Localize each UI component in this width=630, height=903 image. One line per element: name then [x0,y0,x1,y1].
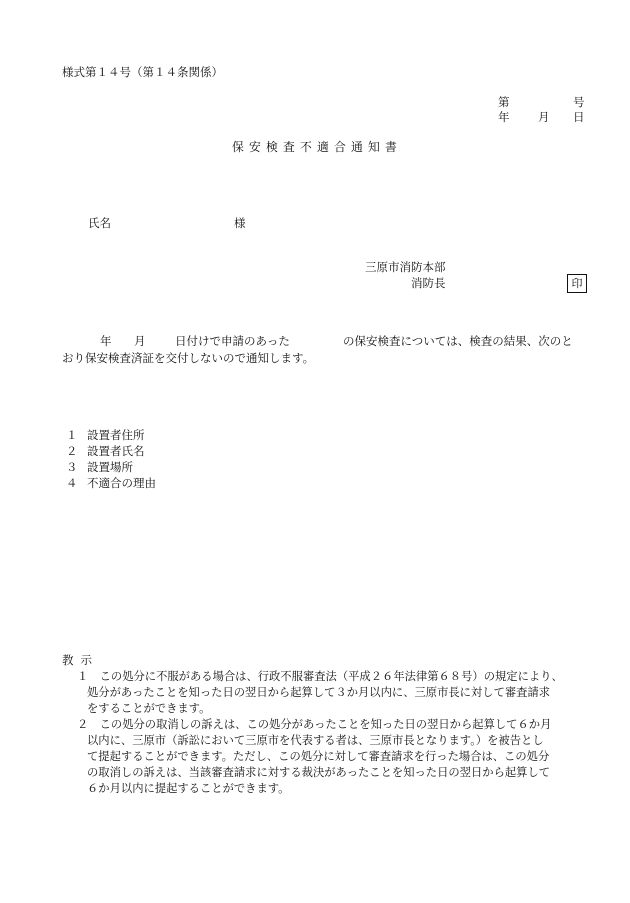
notes-heading: 教示 [62,653,99,667]
form-number: 様式第１４号（第１４条関係） [62,65,223,79]
date-day-label: 日 [573,110,585,124]
addressee-honorific: 様 [234,216,246,230]
note-line: をすることができます。 [87,702,211,715]
item-number: ３ [66,460,78,474]
item-number: １ [66,428,78,442]
note-line: 処分があったことを知った日の翌日から起算して３か月以内に、三原市長に対して審査請求 [87,686,551,699]
note-line: 以内に、三原市（訴訟において三原市を代表する者は、三原市長となります。）を被告とし [87,734,544,747]
body-line1-end: の保安検査については、検査の結果、次のと [343,334,573,348]
item-label-installer-name: 設置者氏名 [87,444,145,458]
item-label-nonconformity-reason: 不適合の理由 [87,476,156,490]
item-label-installer-address: 設置者住所 [87,428,145,442]
addressee-name-label: 氏名 [88,216,111,230]
note-line: て提起することができます。ただし、この処分に対して審査請求を行った場合は、この処分 [87,750,550,763]
item-label-installation-place: 設置場所 [87,460,133,474]
item-number: ４ [66,476,78,490]
note-line: ２ この処分の取消しの訴えは、この処分があったことを知った日の翌日から起算して６か月 [77,718,552,731]
sender-title: 消防長 [411,276,446,290]
note-line: の取消しの訴えは、当該審査請求に対する裁決があったことを知った日の翌日から起算して [87,766,551,779]
note-line: １ この処分に不服がある場合は、行政不服審査法（平成２６年法律第６８号）の規定により、 [77,670,563,683]
date-month-label: 月 [538,110,550,124]
document-number-suffix: 号 [573,95,585,109]
note-line: ６か月以内に提起することができます。 [87,782,290,795]
body-month-label: 月 [134,334,146,348]
sender-department: 三原市消防本部 [365,260,446,274]
item-number: ２ [66,444,78,458]
document-number-label: 第 [498,95,510,109]
body-dated-text: 日付けで申請のあった [175,334,290,348]
document-title: 保安検査不適合通知書 [232,140,402,154]
body-line2: おり保安検査済証を交付しないので通知します。 [62,351,315,365]
body-year-label: 年 [100,334,112,348]
seal-box: 印 [567,274,587,293]
date-year-label: 年 [498,110,510,124]
